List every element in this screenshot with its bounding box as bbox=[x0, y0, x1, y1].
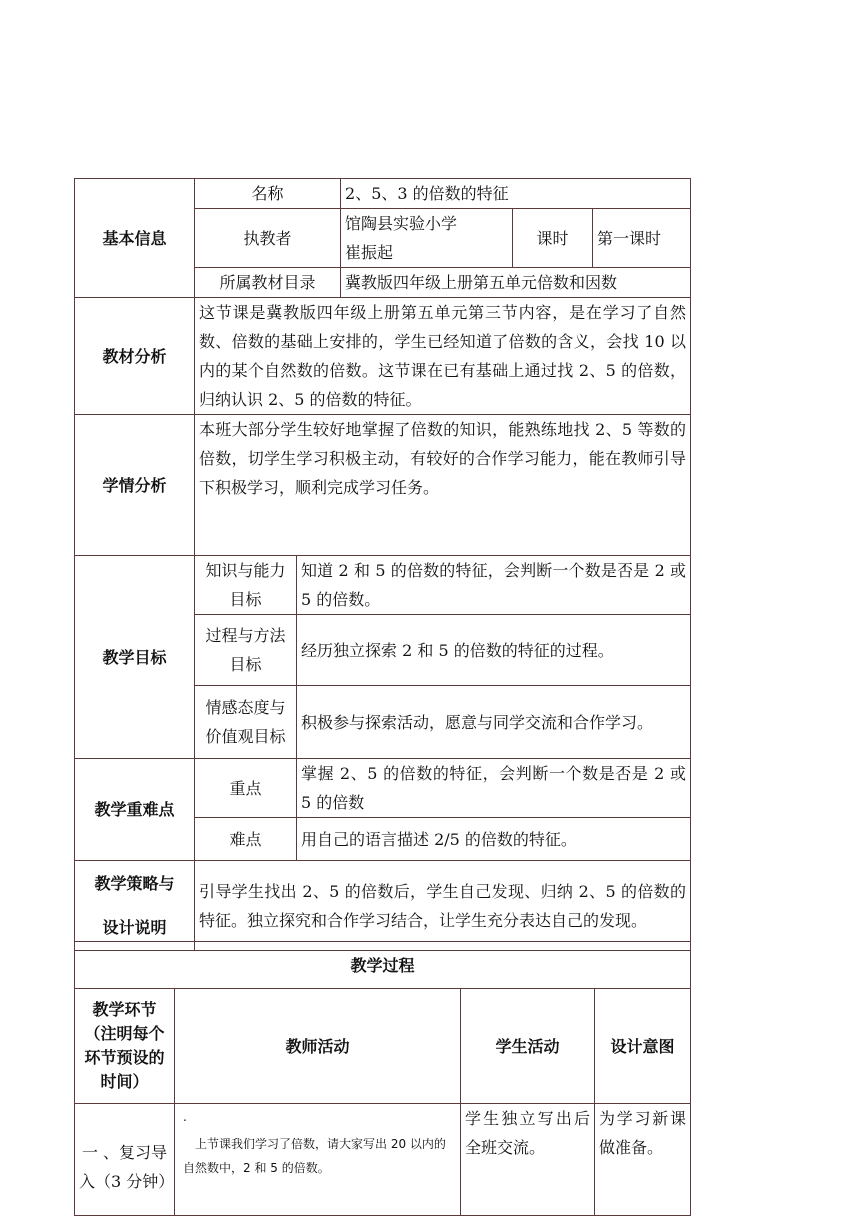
objectives-label: 教学目标 bbox=[75, 556, 195, 759]
material-analysis-label: 教材分析 bbox=[75, 298, 195, 415]
name-label: 名称 bbox=[195, 179, 341, 209]
col-design-header: 设计意图 bbox=[595, 989, 691, 1104]
teacher-label: 执教者 bbox=[195, 209, 341, 268]
difficult-point-label: 难点 bbox=[195, 818, 297, 861]
strategy-text: 引导学生找出 2、5 的倍数后，学生自己发现、归纳 2、5 的倍数的特征。独立探究和合作学习结合，让学生充分表达自己的发现。 bbox=[195, 861, 691, 951]
teaching-process-table bbox=[74, 941, 691, 1216]
name-value: 2、5、3 的倍数的特征 bbox=[341, 179, 691, 209]
period-label: 课时 bbox=[513, 209, 593, 268]
teacher-name: 崔振起 bbox=[345, 243, 394, 262]
col-teacher-header: 教师活动 bbox=[175, 989, 461, 1104]
strategy-label-line1: 教学策略与 bbox=[94, 873, 175, 893]
col-student-header: 学生活动 bbox=[461, 989, 595, 1104]
student-activity-1: 学生独立写出后全班交流。 bbox=[461, 1104, 595, 1216]
basic-info-label: 基本信息 bbox=[75, 179, 195, 298]
teacher-activity-1 bbox=[175, 1104, 461, 1216]
student-analysis-label: 学情分析 bbox=[75, 415, 195, 556]
key-points-label: 教学重难点 bbox=[75, 759, 195, 861]
material-analysis-text: 这节课是冀教版四年级上册第五单元第三节内容，是在学习了自然数、倍数的基础上安排的，学生已经知道了倍数的含义，会找 10 以内的某个自然数的倍数。这节课在已有基础上通过找 2、5 的倍数，归纳认识 2、5 的倍数的特征。 bbox=[195, 298, 691, 415]
key-point-text: 掌握 2、5 的倍数的特征，会判断一个数是否是 2 或 5 的倍数 bbox=[297, 759, 691, 818]
emotion-objective-label: 情感态度与价值观目标 bbox=[195, 686, 297, 759]
knowledge-objective-text: 知道 2 和 5 的倍数的特征，会判断一个数是否是 2 或 5 的倍数。 bbox=[297, 556, 691, 615]
teacher-activity-dot: . bbox=[183, 1110, 187, 1124]
emotion-objective-text: 积极参与探索活动，愿意与同学交流和合作学习。 bbox=[297, 686, 691, 759]
teacher-value bbox=[341, 209, 513, 268]
stage-1: 一 、复习导入（3 分钟） bbox=[75, 1104, 175, 1216]
lesson-info-table bbox=[74, 178, 691, 951]
process-objective-label: 过程与方法目标 bbox=[195, 615, 297, 686]
design-intent-1: 为学习新课做准备。 bbox=[595, 1104, 691, 1216]
catalog-value: 冀教版四年级上册第五单元倍数和因数 bbox=[341, 268, 691, 298]
process-objective-text: 经历独立探索 2 和 5 的倍数的特征的过程。 bbox=[297, 615, 691, 686]
process-title: 教学过程 bbox=[75, 942, 691, 989]
teacher-school: 馆陶县实验小学 bbox=[345, 214, 458, 233]
strategy-label bbox=[75, 861, 195, 951]
knowledge-objective-label: 知识与能力目标 bbox=[195, 556, 297, 615]
key-point-label: 重点 bbox=[195, 759, 297, 818]
col-stage-header: 教学环节（注明每个环节预设的时间） bbox=[75, 989, 175, 1104]
difficult-point-text: 用自己的语言描述 2/5 的倍数的特征。 bbox=[297, 818, 691, 861]
strategy-label-line2: 设计说明 bbox=[102, 917, 167, 937]
catalog-label: 所属教材目录 bbox=[195, 268, 341, 298]
student-analysis-text: 本班大部分学生较好地掌握了倍数的知识，能熟练地找 2、5 等数的倍数，切学生学习积极主动，有较好的合作学习能力，能在教师引导下积极学习，顺利完成学习任务。 bbox=[195, 415, 691, 556]
teacher-activity-text: 上节课我们学习了倍数，请大家写出 20 以内的自然数中，2 和 5 的倍数。 bbox=[183, 1137, 446, 1175]
period-value: 第一课时 bbox=[593, 209, 691, 268]
